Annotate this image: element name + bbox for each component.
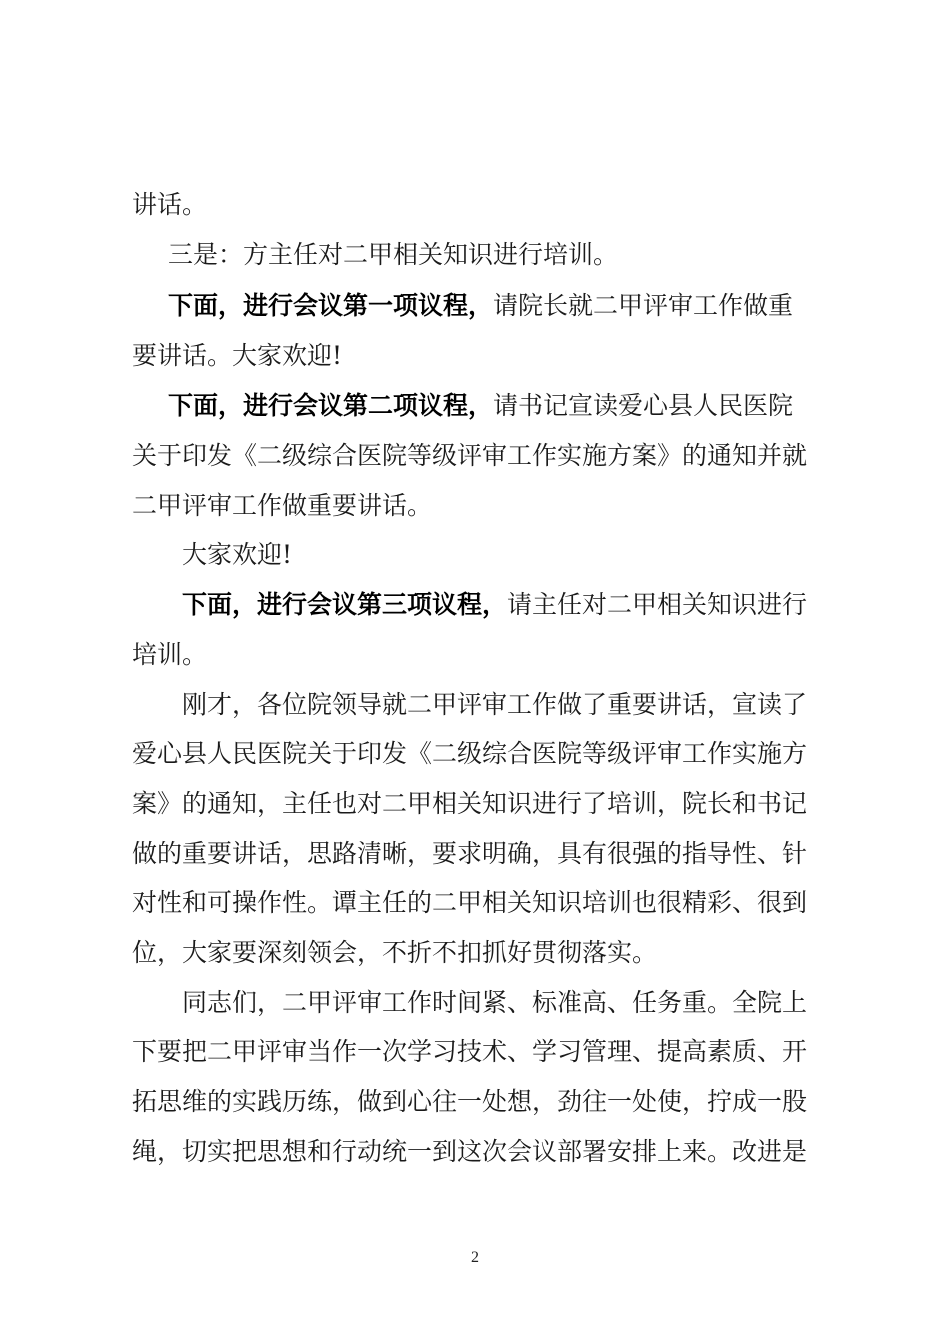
text-line-2-text: 三是：方主任对二甲相关知识进行培训。 — [168, 240, 619, 269]
text-line-17-text: 同志们，二甲评审工作时间紧、标准高、任务重。全院上 — [182, 988, 808, 1017]
text-line-4 — [0, 341, 950, 371]
text-line-9 — [0, 590, 950, 620]
text-line-20 — [0, 1137, 950, 1167]
text-line-3-bold: 下面，进行会议第一项议程， — [168, 291, 494, 320]
text-line-3 — [0, 291, 950, 321]
text-line-6 — [0, 441, 950, 471]
text-line-5-text: 请书记宣读爱心县人民医院 — [493, 391, 794, 420]
text-line-5 — [0, 391, 950, 421]
text-line-17 — [0, 988, 950, 1018]
text-line-13 — [0, 789, 950, 819]
text-line-6-text: 关于印发《二级综合医院等级评审工作实施方案》的通知并就 — [132, 441, 808, 470]
text-line-11 — [0, 690, 950, 720]
text-line-7 — [0, 491, 950, 521]
text-line-15 — [0, 888, 950, 918]
text-line-19-text: 拓思维的实践历练，做到心往一处想，劲往一处使，拧成一股 — [132, 1087, 808, 1116]
text-line-1-text: 讲话。 — [132, 190, 208, 219]
text-line-8 — [0, 540, 950, 570]
text-line-12-text: 爱心县人民医院关于印发《二级综合医院等级评审工作实施方 — [132, 739, 808, 768]
text-line-10 — [0, 640, 950, 670]
text-line-16-text: 位，大家要深刻领会，不折不扣抓好贯彻落实。 — [132, 938, 658, 967]
text-line-3-text: 请院长就二甲评审工作做重 — [493, 291, 794, 320]
text-line-18 — [0, 1037, 950, 1067]
text-line-19 — [0, 1087, 950, 1117]
text-line-16 — [0, 938, 950, 968]
text-line-14 — [0, 839, 950, 869]
text-line-10-text: 培训。 — [132, 640, 208, 669]
text-line-4-text: 要讲话。大家欢迎! — [132, 341, 343, 370]
text-line-7-text: 二甲评审工作做重要讲话。 — [132, 491, 433, 520]
text-line-13-text: 案》的通知，主任也对二甲相关知识进行了培训，院长和书记 — [132, 789, 808, 818]
text-line-12 — [0, 739, 950, 769]
text-line-20-text: 绳，切实把思想和行动统一到这次会议部署安排上来。改进是 — [132, 1137, 808, 1166]
text-line-1 — [0, 190, 950, 220]
text-line-18-text: 下要把二甲评审当作一次学习技术、学习管理、提高素质、开 — [132, 1037, 808, 1066]
text-line-8-text: 大家欢迎! — [182, 540, 293, 569]
text-line-9-bold: 下面，进行会议第三项议程， — [182, 590, 508, 619]
page-number: 2 — [471, 1249, 479, 1266]
text-line-5-bold: 下面，进行会议第二项议程， — [168, 391, 494, 420]
text-line-11-text: 刚才，各位院领导就二甲评审工作做了重要讲话，宣读了 — [182, 690, 808, 719]
text-line-9-text: 请主任对二甲相关知识进行 — [507, 590, 808, 619]
text-line-2 — [0, 240, 950, 270]
text-line-15-text: 对性和可操作性。谭主任的二甲相关知识培训也很精彩、很到 — [132, 888, 808, 917]
text-line-14-text: 做的重要讲话，思路清晰，要求明确，具有很强的指导性、针 — [132, 839, 808, 868]
